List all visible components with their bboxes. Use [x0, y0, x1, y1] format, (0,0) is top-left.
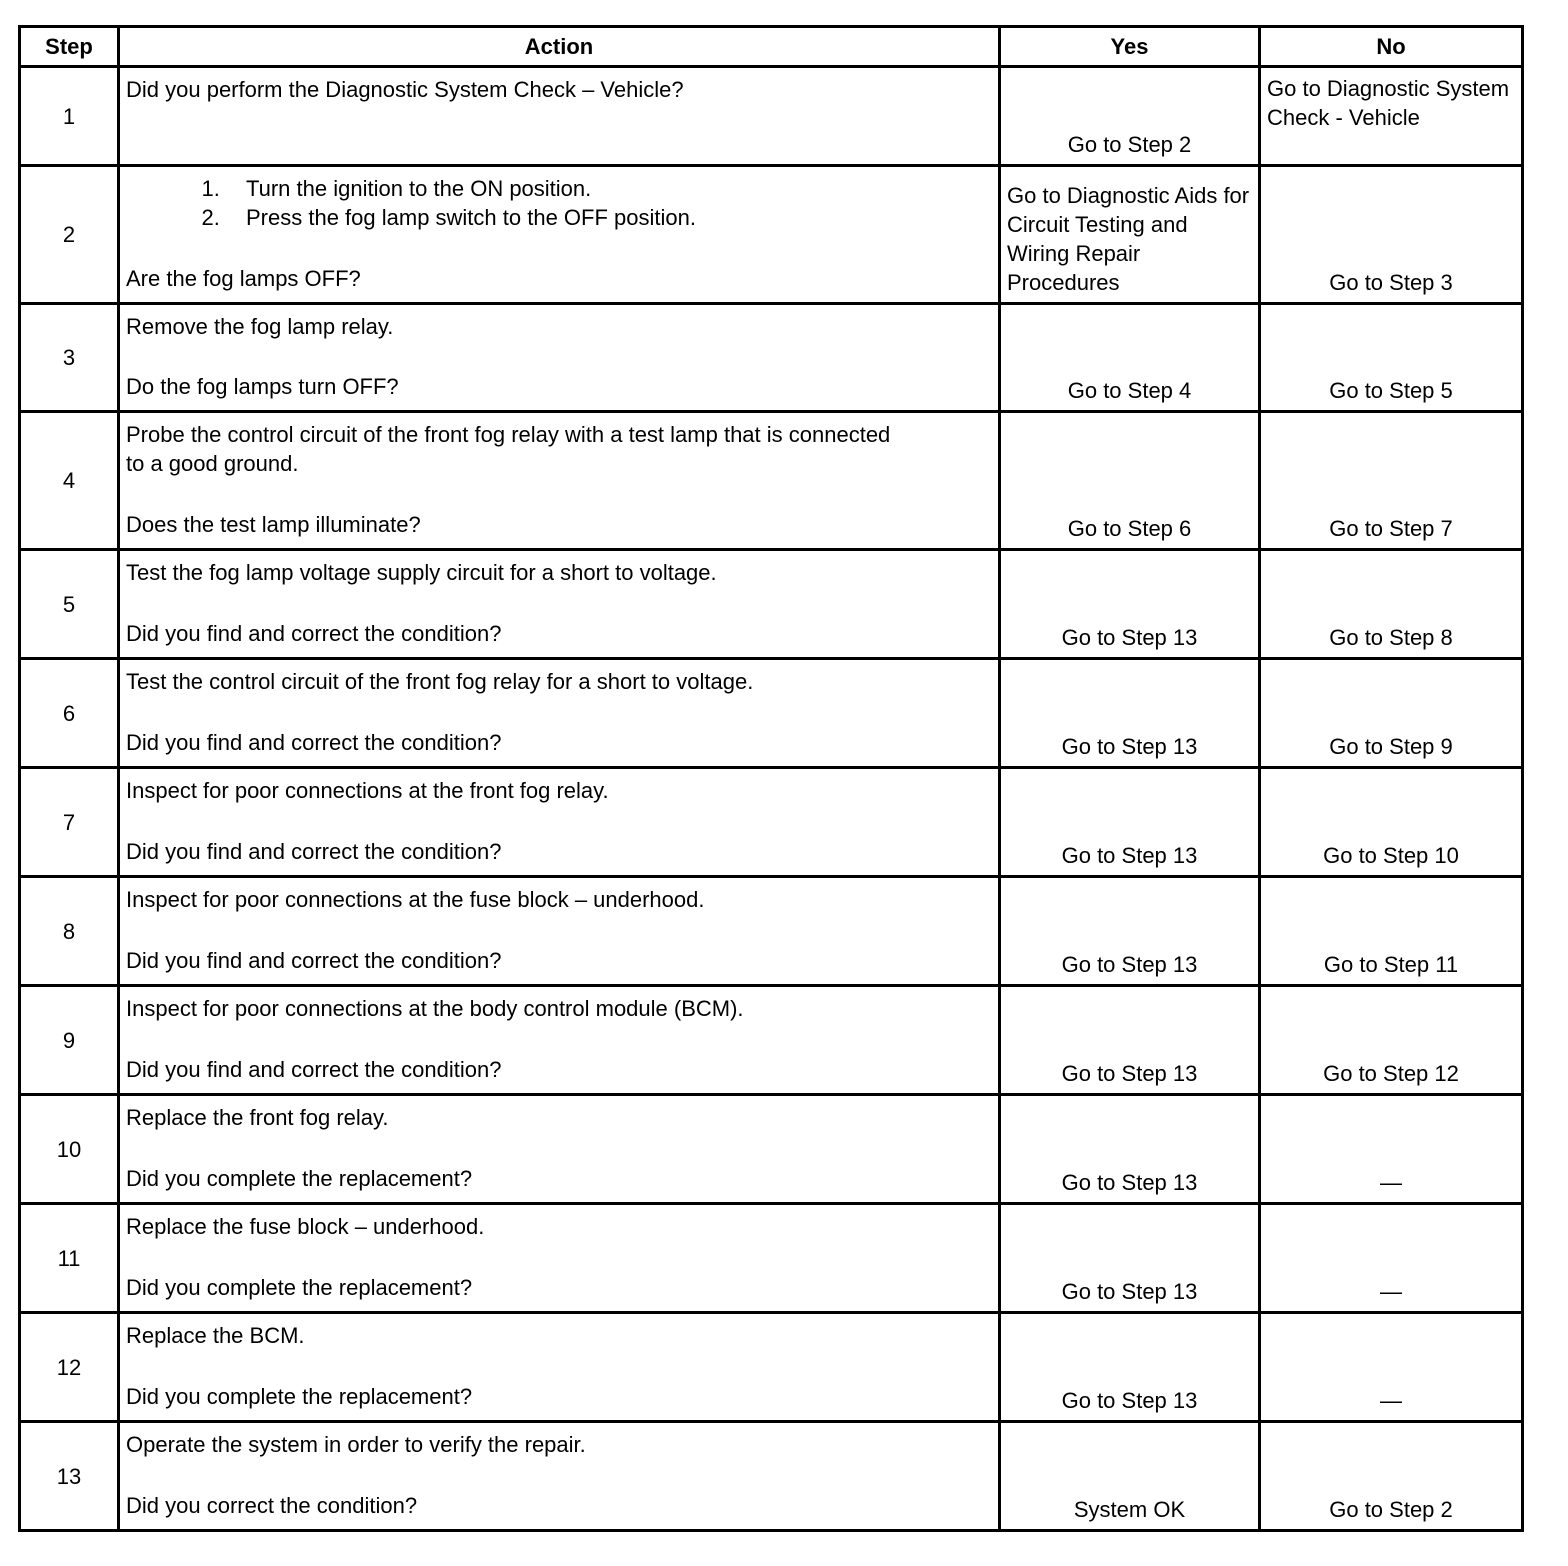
action-text: Operate the system in order to verify the repair. — [126, 1432, 586, 1457]
action-text: Probe the control circuit of the front fog relay with a test lamp that is connected to a good ground. — [126, 422, 891, 476]
no-cell: Go to Step 7 — [1260, 412, 1523, 550]
action-text: Replace the BCM. — [126, 1323, 305, 1348]
action-cell — [119, 768, 1000, 877]
action-cell — [119, 1422, 1000, 1531]
action-text: Replace the fuse block – underhood. — [126, 1214, 485, 1239]
action-text: Test the control circuit of the front fog relay for a short to voltage. — [126, 669, 754, 694]
yes-cell: Go to Step 13 — [1000, 659, 1260, 768]
table-row — [20, 986, 1523, 1095]
action-question: Did you correct the condition? — [126, 1493, 418, 1518]
action-question: Did you complete the replacement? — [126, 1275, 473, 1300]
no-cell: Go to Diagnostic System Check - Vehicle — [1260, 67, 1523, 166]
action-cell — [119, 304, 1000, 412]
table-row — [20, 659, 1523, 768]
action-text: Replace the front fog relay. — [126, 1105, 389, 1130]
action-list — [126, 174, 992, 232]
no-cell: — — [1260, 1313, 1523, 1422]
header-action: Action — [119, 27, 1000, 67]
no-cell: Go to Step 10 — [1260, 768, 1523, 877]
step-number: 6 — [20, 659, 119, 768]
no-cell: Go to Step 12 — [1260, 986, 1523, 1095]
yes-cell: Go to Step 13 — [1000, 1204, 1260, 1313]
action-question: Did you find and correct the condition? — [126, 621, 502, 646]
action-question: Did you find and correct the condition? — [126, 1057, 502, 1082]
action-text: Inspect for poor connections at the fuse block – underhood. — [126, 887, 705, 912]
no-cell: — — [1260, 1204, 1523, 1313]
action-cell — [119, 877, 1000, 986]
step-number: 12 — [20, 1313, 119, 1422]
step-number: 7 — [20, 768, 119, 877]
no-cell: Go to Step 2 — [1260, 1422, 1523, 1531]
step-number: 10 — [20, 1095, 119, 1204]
yes-cell: Go to Step 2 — [1000, 67, 1260, 166]
no-cell: Go to Step 11 — [1260, 877, 1523, 986]
action-cell — [119, 1095, 1000, 1204]
action-text: Test the fog lamp voltage supply circuit for a short to voltage. — [126, 560, 717, 585]
action-question: Are the fog lamps OFF? — [126, 266, 361, 291]
step-number: 9 — [20, 986, 119, 1095]
action-cell — [119, 986, 1000, 1095]
action-text: Remove the fog lamp relay. — [126, 314, 394, 339]
action-question: Did you find and correct the condition? — [126, 948, 502, 973]
table-row — [20, 1313, 1523, 1422]
no-cell: Go to Step 3 — [1260, 166, 1523, 304]
action-list-item: 1. Turn the ignition to the ON position. — [226, 174, 992, 203]
step-number: 8 — [20, 877, 119, 986]
no-cell: Go to Step 9 — [1260, 659, 1523, 768]
table-row — [20, 412, 1523, 550]
step-number: 3 — [20, 304, 119, 412]
table-row — [20, 877, 1523, 986]
action-text: Inspect for poor connections at the front fog relay. — [126, 778, 609, 803]
table-row — [20, 1422, 1523, 1531]
action-question: Did you find and correct the condition? — [126, 730, 502, 755]
step-number: 5 — [20, 550, 119, 659]
yes-cell: Go to Diagnostic Aids for Circuit Testing and Wiring Repair Procedures — [1000, 166, 1260, 304]
yes-cell: Go to Step 13 — [1000, 986, 1260, 1095]
table-row — [20, 1095, 1523, 1204]
step-number: 4 — [20, 412, 119, 550]
action-cell — [119, 1204, 1000, 1313]
table-row — [20, 1204, 1523, 1313]
table-row — [20, 768, 1523, 877]
header-step: Step — [20, 27, 119, 67]
table-row — [20, 166, 1523, 304]
yes-cell: System OK — [1000, 1422, 1260, 1531]
action-question: Did you complete the replacement? — [126, 1384, 473, 1409]
no-cell: — — [1260, 1095, 1523, 1204]
header-yes: Yes — [1000, 27, 1260, 67]
action-question: Did you find and correct the condition? — [126, 839, 502, 864]
step-number: 11 — [20, 1204, 119, 1313]
action-cell — [119, 550, 1000, 659]
action-question: Do the fog lamps turn OFF? — [126, 374, 399, 399]
yes-cell: Go to Step 13 — [1000, 768, 1260, 877]
step-number: 13 — [20, 1422, 119, 1531]
action-cell — [119, 1313, 1000, 1422]
diagnostic-table — [18, 25, 1524, 1532]
yes-cell: Go to Step 13 — [1000, 1313, 1260, 1422]
yes-cell: Go to Step 4 — [1000, 304, 1260, 412]
no-cell: Go to Step 8 — [1260, 550, 1523, 659]
header-row — [20, 27, 1523, 67]
action-cell — [119, 67, 1000, 166]
no-cell: Go to Step 5 — [1260, 304, 1523, 412]
yes-cell: Go to Step 6 — [1000, 412, 1260, 550]
step-number: 2 — [20, 166, 119, 304]
yes-cell: Go to Step 13 — [1000, 1095, 1260, 1204]
yes-cell: Go to Step 13 — [1000, 550, 1260, 659]
action-cell — [119, 659, 1000, 768]
action-text: Did you perform the Diagnostic System Check – Vehicle? — [126, 77, 684, 102]
action-question: Did you complete the replacement? — [126, 1166, 473, 1191]
action-text: Inspect for poor connections at the body control module (BCM). — [126, 996, 744, 1021]
action-cell — [119, 412, 1000, 550]
action-question: Does the test lamp illuminate? — [126, 512, 421, 537]
action-cell — [119, 166, 1000, 304]
step-number: 1 — [20, 67, 119, 166]
yes-cell: Go to Step 13 — [1000, 877, 1260, 986]
action-list-item: 2. Press the fog lamp switch to the OFF position. — [226, 203, 992, 232]
table-row — [20, 550, 1523, 659]
table-row — [20, 67, 1523, 166]
table-row — [20, 304, 1523, 412]
header-no: No — [1260, 27, 1523, 67]
